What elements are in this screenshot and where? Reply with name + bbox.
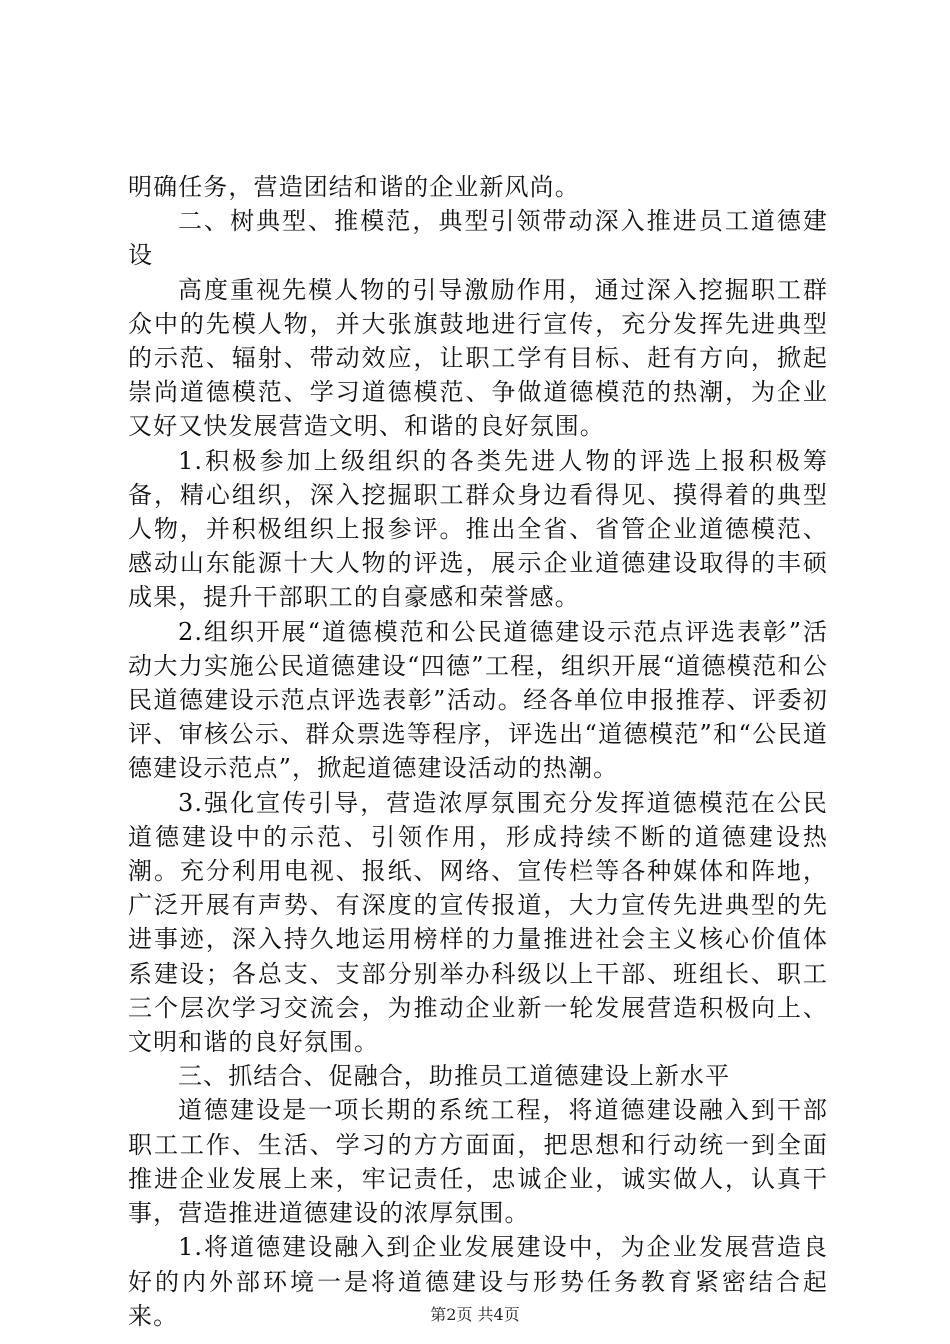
- list-item-2: 2.组织开展“道德模范和公民道德建设示范点评选表彰”活动大力实施公民道德建设“四德”工程，组织开展“道德模范和公民道德建设示范点评选表彰”活动。经各单位申报推荐、评委初评、审核公示、群众票选等程序，评选出“道德模范”和“公民道德建设示范点”，掀起道德建设活动的热潮。: [128, 617, 828, 783]
- page-number-footer: 第2页 共4页: [430, 1305, 520, 1324]
- paragraph: 高度重视先模人物的引导激励作用，通过深入挖掘职工群众中的先模人物，并大张旗鼓地进行宣传，充分发挥先进典型的示范、辐射、带动效应，让职工学有目标、赶有方向，掀起崇尚道德模范、学习道德模范、争做道德模范的热潮，为企业又好又快发展营造文明、和谐的良好氛围。: [128, 275, 828, 441]
- document-body: [128, 170, 828, 1333]
- section-heading-three: 三、抓结合、促融合，助推员工道德建设上新水平: [178, 1062, 731, 1091]
- paragraph: 道德建设是一项长期的系统工程，将道德建设融入到干部职工工作、生活、学习的方方面面，把思想和行动统一到全面推进企业发展上来，牢记责任，忠诚企业，诚实做人，认真干事，营造推进道德建设的浓厚氛围。: [128, 1096, 828, 1228]
- list-item-3: 3.强化宣传引导，营造浓厚氛围充分发挥道德模范在公民道德建设中的示范、引领作用，形成持续不断的道德建设热潮。充分利用电视、报纸、网络、宣传栏等各种媒体和阵地，广泛开展有声势、有深度的宣传报道，大力宣传先进典型的先进事迹，深入持久地运用榜样的力量推进社会主义核心价值体系建设；各总支、支部分别举办科级以上干部、班组长、职工三个层次学习交流会，为推动企业新一轮发展营造积极向上、文明和谐的良好氛围。: [128, 788, 828, 1057]
- section-heading-two: 二、树典型、推模范，典型引领带动深入推进员工道德建设: [128, 207, 828, 270]
- list-item-1: 1.积极参加上级组织的各类先进人物的评选上报积极筹备，精心组织，深入挖掘职工群众身边看得见、摸得着的典型人物，并积极组织上报参评。推出全省、省管企业道德模范、感动山东能源十大人物的评选，展示企业道德建设取得的丰硕成果，提升干部职工的自豪感和荣誉感。: [128, 446, 828, 612]
- paragraph-continuation: 明确任务，营造团结和谐的企业新风尚。: [128, 173, 580, 201]
- list-item-1: 1.将道德建设融入到企业发展建设中，为企业发展营造良好的内外部环境一是将道德建设与形势任务教育紧密结合起来。: [128, 1233, 828, 1330]
